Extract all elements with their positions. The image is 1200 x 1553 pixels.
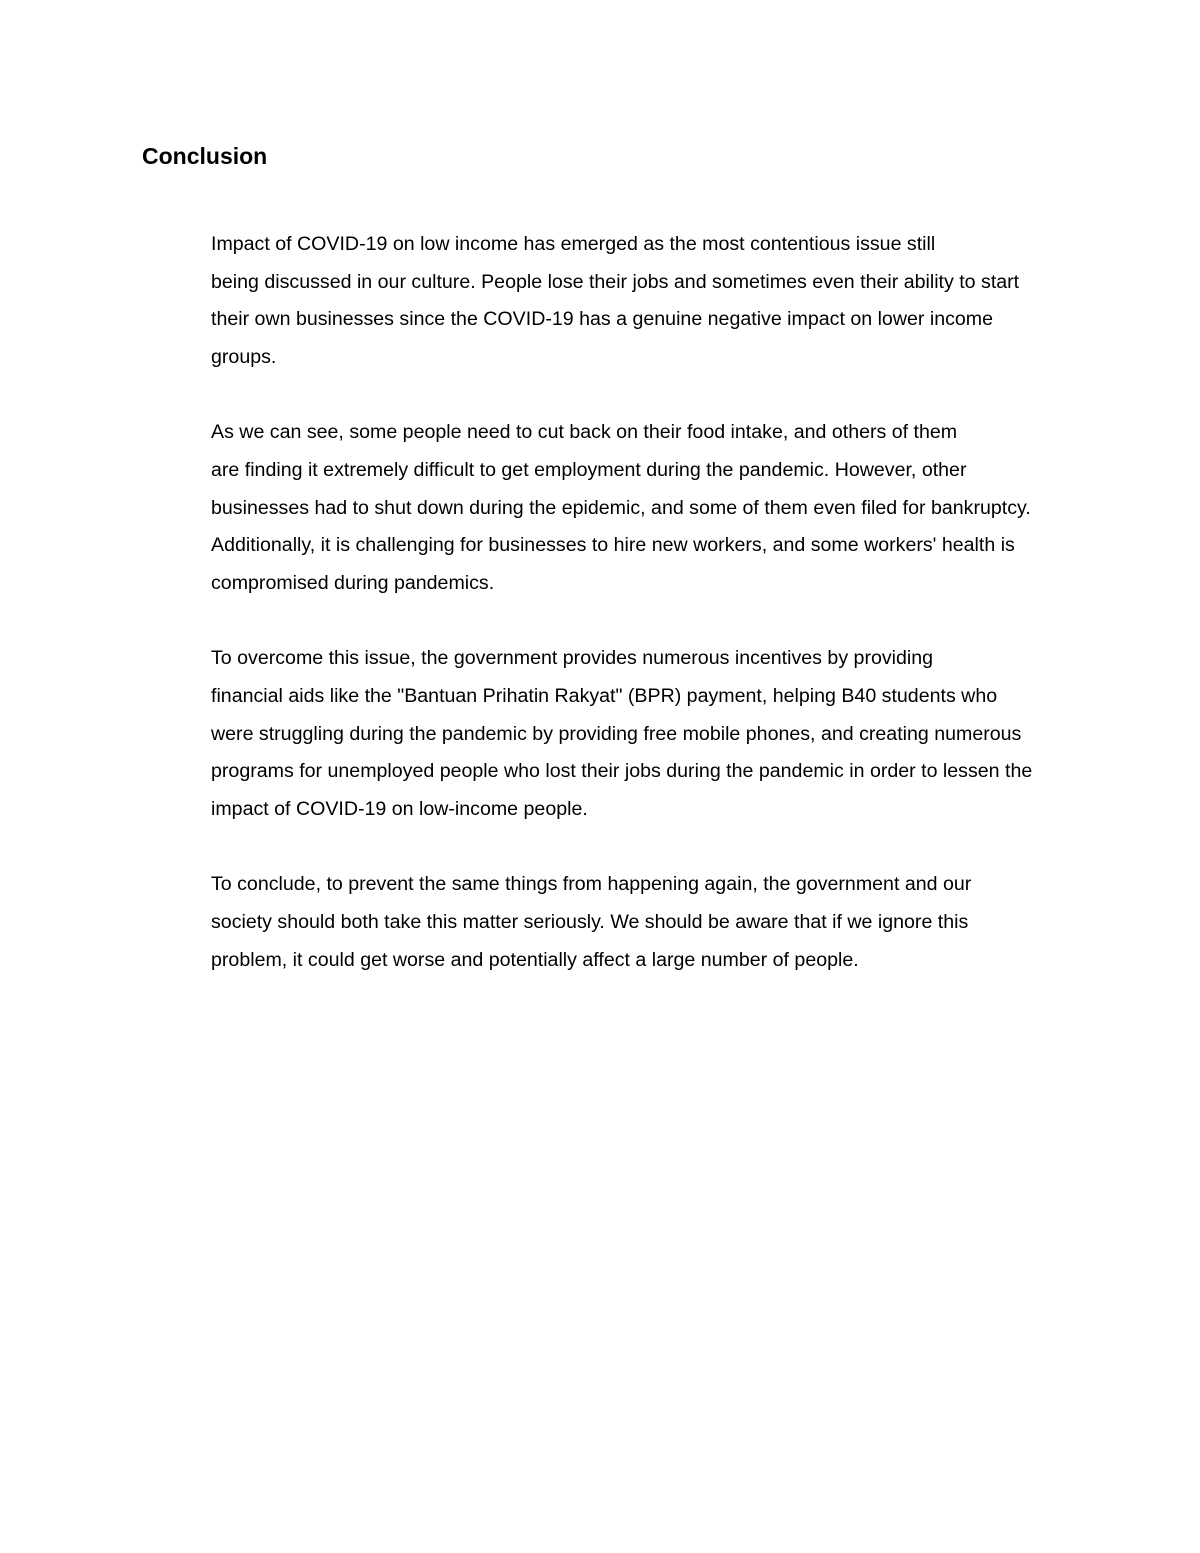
paragraph-line: problem, it could get worse and potentially affect a large number of people. <box>211 948 859 971</box>
paragraph-line: As we can see, some people need to cut back on their food intake, and others of them <box>211 421 958 444</box>
page-title: Conclusion <box>142 143 268 169</box>
paragraph-line: society should both take this matter seriously. We should be aware that if we ignore this <box>211 910 969 933</box>
paragraph-line: businesses had to shut down during the epidemic, and some of them even filed for bankruptcy. <box>211 496 1031 519</box>
paragraph-line: their own businesses since the COVID-19 has a genuine negative impact on lower income <box>211 308 993 331</box>
paragraph-line: To overcome this issue, the government provides numerous incentives by providing <box>211 647 934 670</box>
paragraph-line: impact of COVID-19 on low-income people. <box>211 797 588 820</box>
paragraph-line: are finding it extremely difficult to get employment during the pandemic. However, other <box>211 458 967 481</box>
paragraph-line: compromised during pandemics. <box>211 571 495 594</box>
paragraph-line: financial aids like the "Bantuan Prihatin Rakyat" (BPR) payment, helping B40 students who <box>211 684 998 707</box>
paragraph-line: Impact of COVID-19 on low income has emerged as the most contentious issue still <box>211 233 936 255</box>
paragraph-3 <box>142 640 1062 828</box>
document-body <box>142 226 1062 1017</box>
paragraph-line: being discussed in our culture. People lose their jobs and sometimes even their ability to start <box>211 270 1020 293</box>
paragraph-line: were struggling during the pandemic by providing free mobile phones, and creating numerous <box>211 722 1022 745</box>
paragraph-line: To conclude, to prevent the same things from happening again, the government and our <box>211 873 972 896</box>
paragraph-line: Additionally, it is challenging for businesses to hire new workers, and some workers' health is <box>211 534 1015 557</box>
paragraph-2 <box>142 414 1062 602</box>
paragraph-4 <box>142 866 1062 979</box>
paragraph-line: groups. <box>211 345 277 368</box>
paragraph-1 <box>142 226 1062 376</box>
paragraph-line: programs for unemployed people who lost their jobs during the pandemic in order to lessen the <box>211 760 1033 783</box>
